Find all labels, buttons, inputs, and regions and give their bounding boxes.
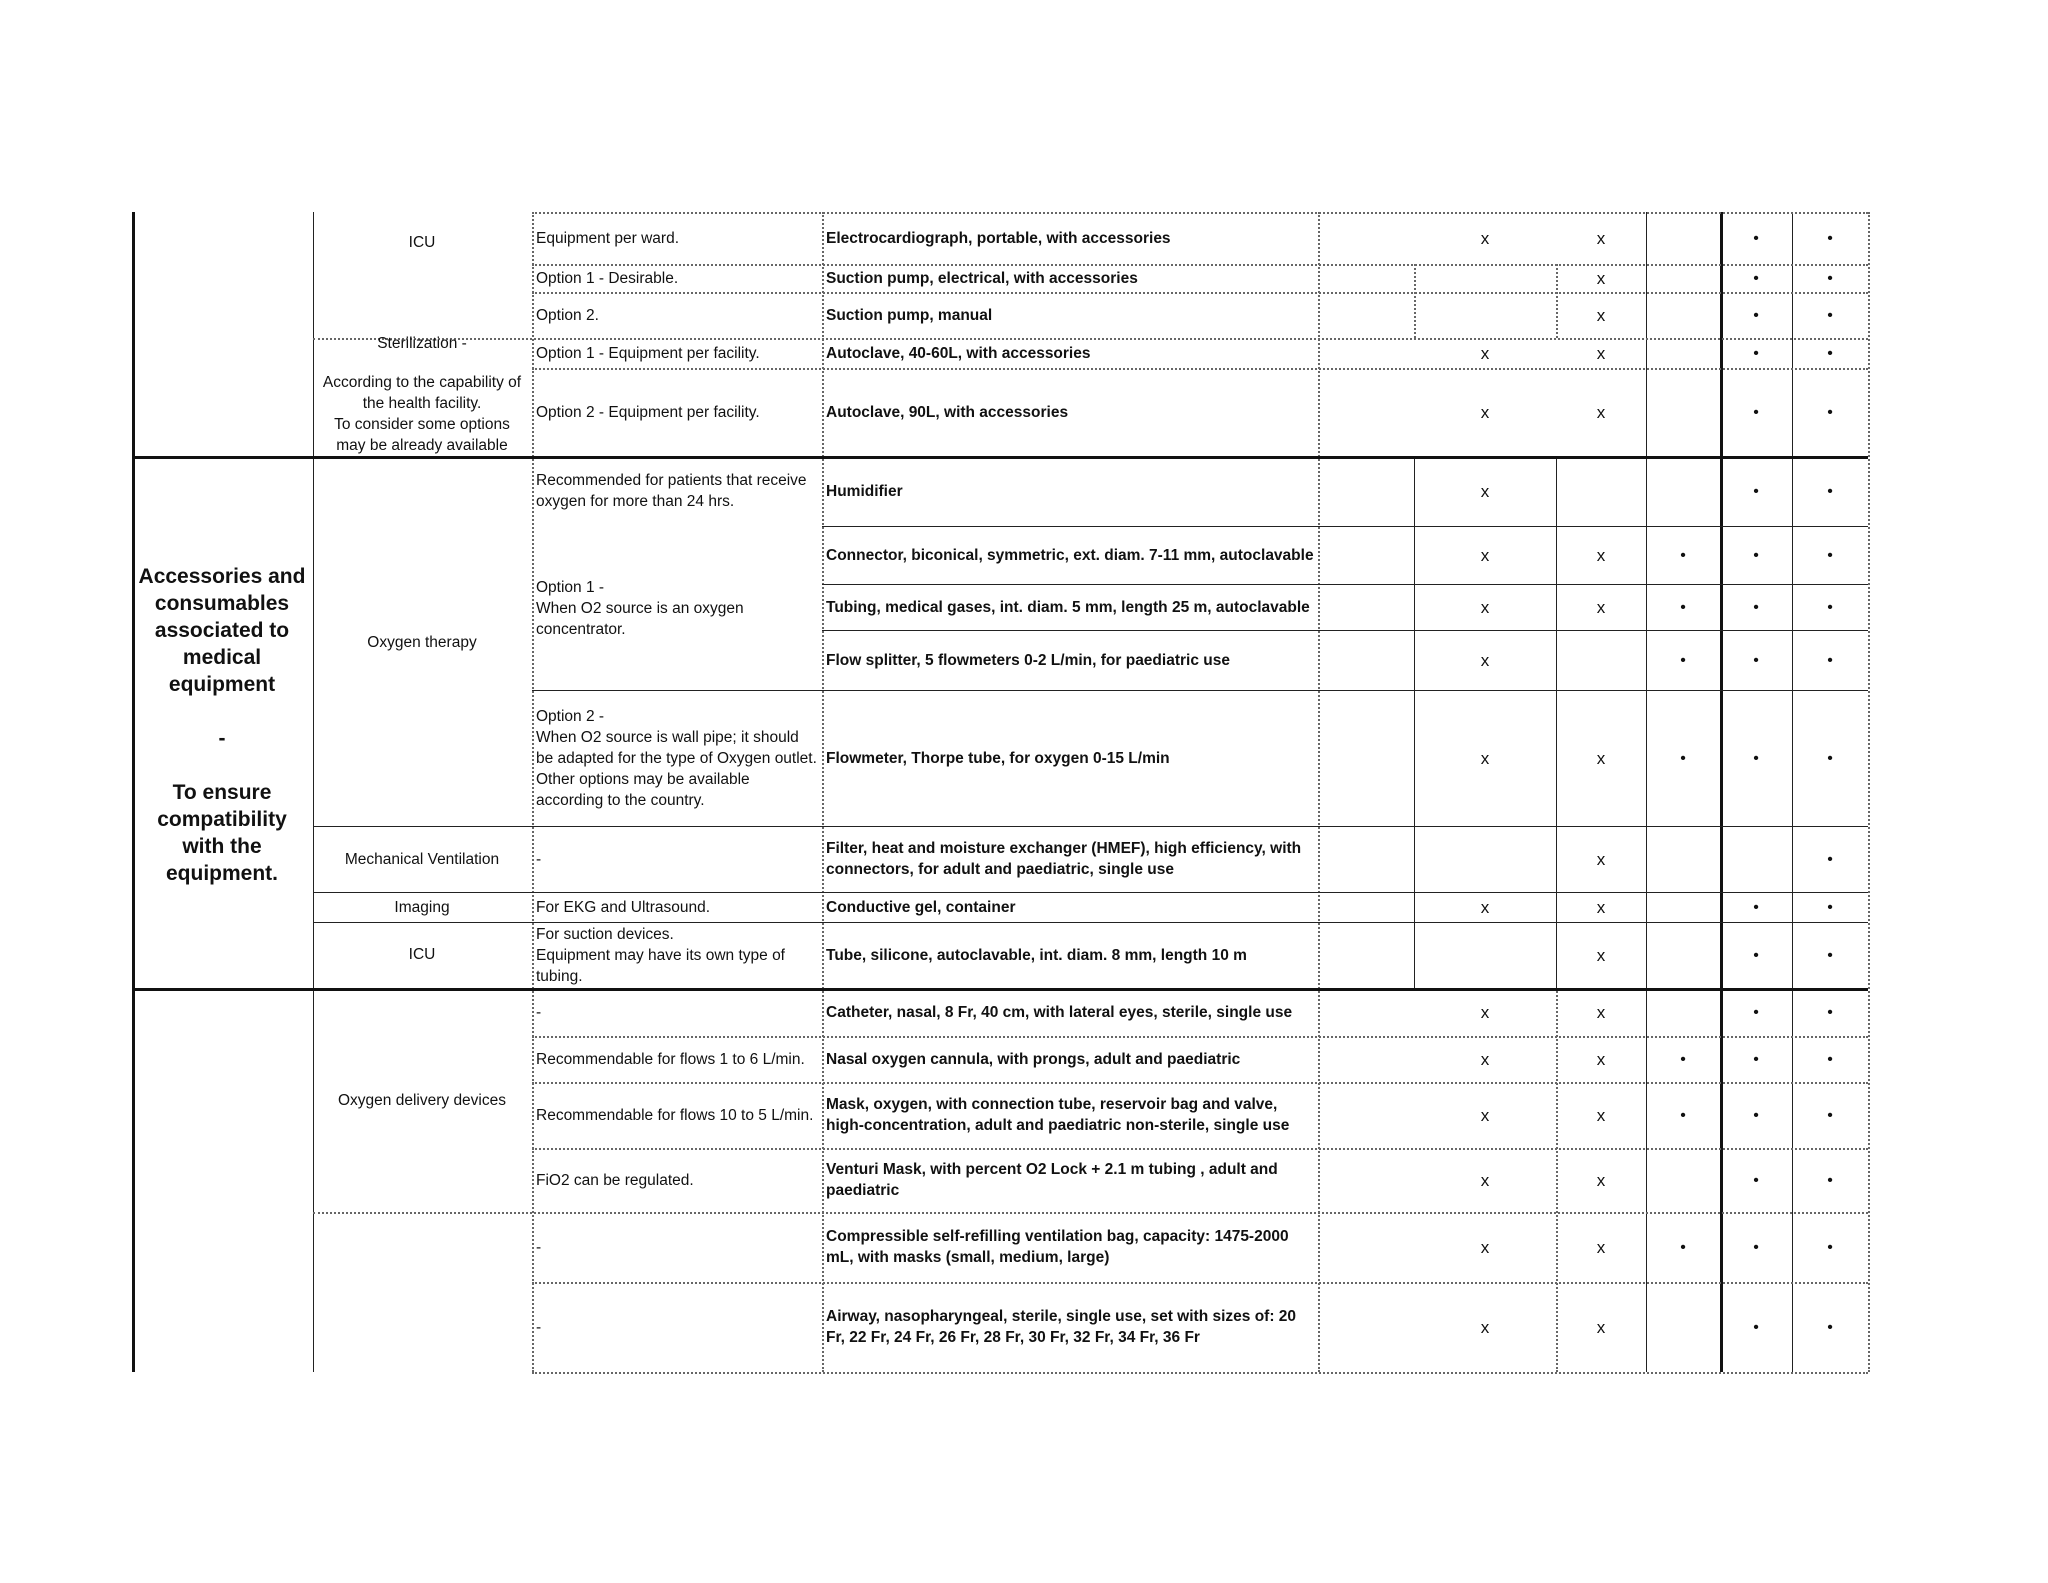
row-item: Humidifier [826,482,903,500]
row-mark-col2: x [1596,897,1606,917]
row-dot-col3: • [1827,850,1833,868]
row-mark-col1: x [1480,402,1490,422]
row-mark-col1: x [1480,1170,1490,1190]
row-item: Suction pump, manual [826,306,993,324]
row-mark-col1: x [1480,650,1490,670]
row-dot-col1 [1646,922,1720,988]
row-mark-col1: x [1480,545,1490,565]
row-dot-col3: • [1827,546,1833,564]
row-dot-col3: • [1827,1106,1833,1124]
row-dot-col2: • [1753,1238,1759,1256]
row-mark-col1: x [1480,1105,1490,1125]
row-dot-col3: • [1827,306,1833,324]
category-imaging: Imaging [394,898,450,916]
row-note: Option 1 - Equipment per facility. [536,344,760,362]
row-mark-col2: x [1596,1317,1606,1337]
row-item: Mask, oxygen, with connection tube, reservoir bag and valve, high-concentration, adult and paediatric non-sterile, single use [826,1096,1290,1134]
row-item: Nasal oxygen cannula, with prongs, adult and paediatric [826,1050,1241,1068]
row-mark-col2 [1556,630,1646,690]
row-item: Flow splitter, 5 flowmeters 0-2 L/min, for paediatric use [826,651,1230,669]
row-dot-col3: • [1827,898,1833,916]
row-item: Tubing, medical gases, int. diam. 5 mm, length 25 m, autoclavable [826,598,1310,616]
row-note: Option 2. [536,306,599,324]
row-mark-col2: x [1596,228,1606,248]
row-dot-col1 [1646,456,1720,526]
row-dot-col2: • [1753,1050,1759,1068]
row-dot-col3: • [1827,651,1833,669]
row-mark-col1: x [1480,748,1490,768]
row-dot-col3: • [1827,598,1833,616]
row-mark-col2: x [1596,1237,1606,1257]
row-item: Flowmeter, Thorpe tube, for oxygen 0-15 L/min [826,749,1170,767]
row-note: For suction devices. Equipment may have its own type of tubing. [536,925,785,985]
row-dot-col3: • [1827,403,1833,421]
row-dot-col1 [1646,212,1720,264]
row-item: Connector, biconical, symmetric, ext. diam. 7-11 mm, autoclavable [826,546,1314,564]
row-item: Filter, heat and moisture exchanger (HMEF), high efficiency, with connectors, for adult and paediatric, single use [826,840,1302,878]
category-sterilization-heading: Sterilization - [377,334,467,352]
row-item: Autoclave, 40-60L, with accessories [826,344,1091,362]
row-dot-col1 [1646,368,1720,456]
row-dot-col1: • [1680,598,1686,616]
row-dot-col1 [1646,338,1720,368]
row-note: - [536,1003,542,1021]
row-mark-col2: x [1596,1002,1606,1022]
row-note: Equipment per ward. [536,229,680,247]
row-dot-col1 [1646,988,1720,1036]
row-dot-col3: • [1827,946,1833,964]
row-dot-col2: • [1753,269,1759,287]
row-note: Option 2 - Equipment per facility. [536,403,760,421]
row-dot-col2: • [1753,1106,1759,1124]
row-mark-col2: x [1596,402,1606,422]
row-note: Option 1 - Desirable. [536,269,679,287]
row-mark-col1: x [1480,1049,1490,1069]
row-item: Airway, nasopharyngeal, sterile, single use, set with sizes of: 20 Fr, 22 Fr, 24 Fr, 26 Fr, 28 Fr, 30 Fr, 32 Fr, 34 Fr, 36 Fr [826,1308,1297,1346]
row-dot-col1: • [1680,1050,1686,1068]
row-note: Recommendable for flows 1 to 6 L/min. [536,1050,805,1068]
row-dot-col2: • [1753,598,1759,616]
row-dot-col2: • [1753,1003,1759,1021]
row-mark-col1 [1414,264,1556,292]
row-dot-col3: • [1827,344,1833,362]
row-mark-col2: x [1596,545,1606,565]
category-oxygen-delivery-devices: Oxygen delivery devices [338,1091,506,1109]
row-item: Tube, silicone, autoclavable, int. diam. 8 mm, length 10 m [826,946,1247,964]
row-dot-col3: • [1827,1003,1833,1021]
row-note: Recommendable for flows 10 to 5 L/min. [536,1106,814,1124]
row-dot-col2 [1720,826,1792,892]
row-mark-col1: x [1480,343,1490,363]
row-dot-col2: • [1753,946,1759,964]
row-item: Electrocardiograph, portable, with accessories [826,229,1171,247]
row-dot-col1 [1646,264,1720,292]
row-dot-col1: • [1680,651,1686,669]
row-note: - [536,1238,542,1256]
row-dot-col3: • [1827,482,1833,500]
row-note: Recommended for patients that receive oxygen for more than 24 hrs. [536,472,807,510]
row-dot-col1: • [1680,1106,1686,1124]
row-mark-col2: x [1596,268,1606,288]
row-mark-col1: x [1480,1237,1490,1257]
row-mark-col1: x [1480,597,1490,617]
grid-line [532,1372,1868,1374]
row-dot-col2: • [1753,344,1759,362]
row-dot-col3: • [1827,229,1833,247]
row-mark-col1: x [1480,1002,1490,1022]
row-mark-col1 [1414,292,1556,338]
row-dot-col2: • [1753,306,1759,324]
row-dot-col1: • [1680,546,1686,564]
row-note: - [536,850,542,868]
row-dot-col2: • [1753,482,1759,500]
row-note: Option 2 - When O2 source is wall pipe; it should be adapted for the type of Oxygen outlet. Other options may be available according to the country. [536,707,817,809]
row-item: Compressible self-refilling ventilation bag, capacity: 1475-2000 mL, with masks (small, medium, large) [826,1228,1289,1266]
row-mark-col2: x [1596,1170,1606,1190]
row-item: Catheter, nasal, 8 Fr, 40 cm, with lateral eyes, sterile, single use [826,1003,1293,1021]
row-mark-col2: x [1596,305,1606,325]
row-mark-col2: x [1596,597,1606,617]
row-mark-col1: x [1480,228,1490,248]
row-dot-col2: • [1753,651,1759,669]
row-dot-col2: • [1753,229,1759,247]
row-note: For EKG and Ultrasound. [536,898,711,916]
row-item: Autoclave, 90L, with accessories [826,403,1069,421]
row-dot-col2: • [1753,403,1759,421]
row-dot-col1 [1646,826,1720,892]
grid-line [1318,212,1320,1372]
row-dot-col3: • [1827,1318,1833,1336]
row-dot-col2: • [1753,1318,1759,1336]
row-item: Conductive gel, container [826,898,1016,916]
row-mark-col2 [1556,456,1646,526]
row-dot-col2: • [1753,546,1759,564]
row-mark-col1 [1414,922,1556,988]
section-title: Accessories and consumables associated to medical equipment - To ensure compatibility with the equipment. [138,565,306,885]
category-icu: ICU [408,233,436,251]
category-sterilization-note: According to the capability of the health facility. To consider some options may be already available [322,374,522,454]
row-dot-col2: • [1753,749,1759,767]
row-dot-col1 [1646,1282,1720,1372]
row-mark-col2: x [1596,748,1606,768]
row-dot-col1 [1646,292,1720,338]
row-mark-col1: x [1480,1317,1490,1337]
row-dot-col2: • [1753,898,1759,916]
row-note: FiO2 can be regulated. [536,1171,694,1189]
category-oxygen-therapy: Oxygen therapy [367,633,477,651]
row-item: Venturi Mask, with percent O2 Lock + 2.1 m tubing , adult and paediatric [826,1161,1278,1199]
row-dot-col3: • [1827,749,1833,767]
row-mark-col2: x [1596,945,1606,965]
grid-line [1868,212,1870,1372]
row-mark-col2: x [1596,343,1606,363]
row-mark-col2: x [1596,1105,1606,1125]
row-item: Suction pump, electrical, with accessories [826,269,1138,287]
row-dot-col3: • [1827,1050,1833,1068]
row-mark-col1: x [1480,481,1490,501]
row-mark-col2: x [1596,849,1606,869]
row-mark-col2: x [1596,1049,1606,1069]
row-dot-col1 [1646,1148,1720,1212]
row-note: - [536,1318,542,1336]
row-dot-col3: • [1827,269,1833,287]
row-mark-col1 [1414,826,1556,892]
row-mark-col1: x [1480,897,1490,917]
row-dot-col3: • [1827,1171,1833,1189]
note-oxygen-option1: Option 1 - When O2 source is an oxygen concentrator. [536,578,744,638]
row-dot-col2: • [1753,1171,1759,1189]
row-dot-col3: • [1827,1238,1833,1256]
row-dot-col1: • [1680,749,1686,767]
category-icu-bottom: ICU [408,945,436,963]
row-dot-col1 [1646,892,1720,922]
row-dot-col1: • [1680,1238,1686,1256]
category-mechanical-ventilation: Mechanical Ventilation [344,850,500,868]
